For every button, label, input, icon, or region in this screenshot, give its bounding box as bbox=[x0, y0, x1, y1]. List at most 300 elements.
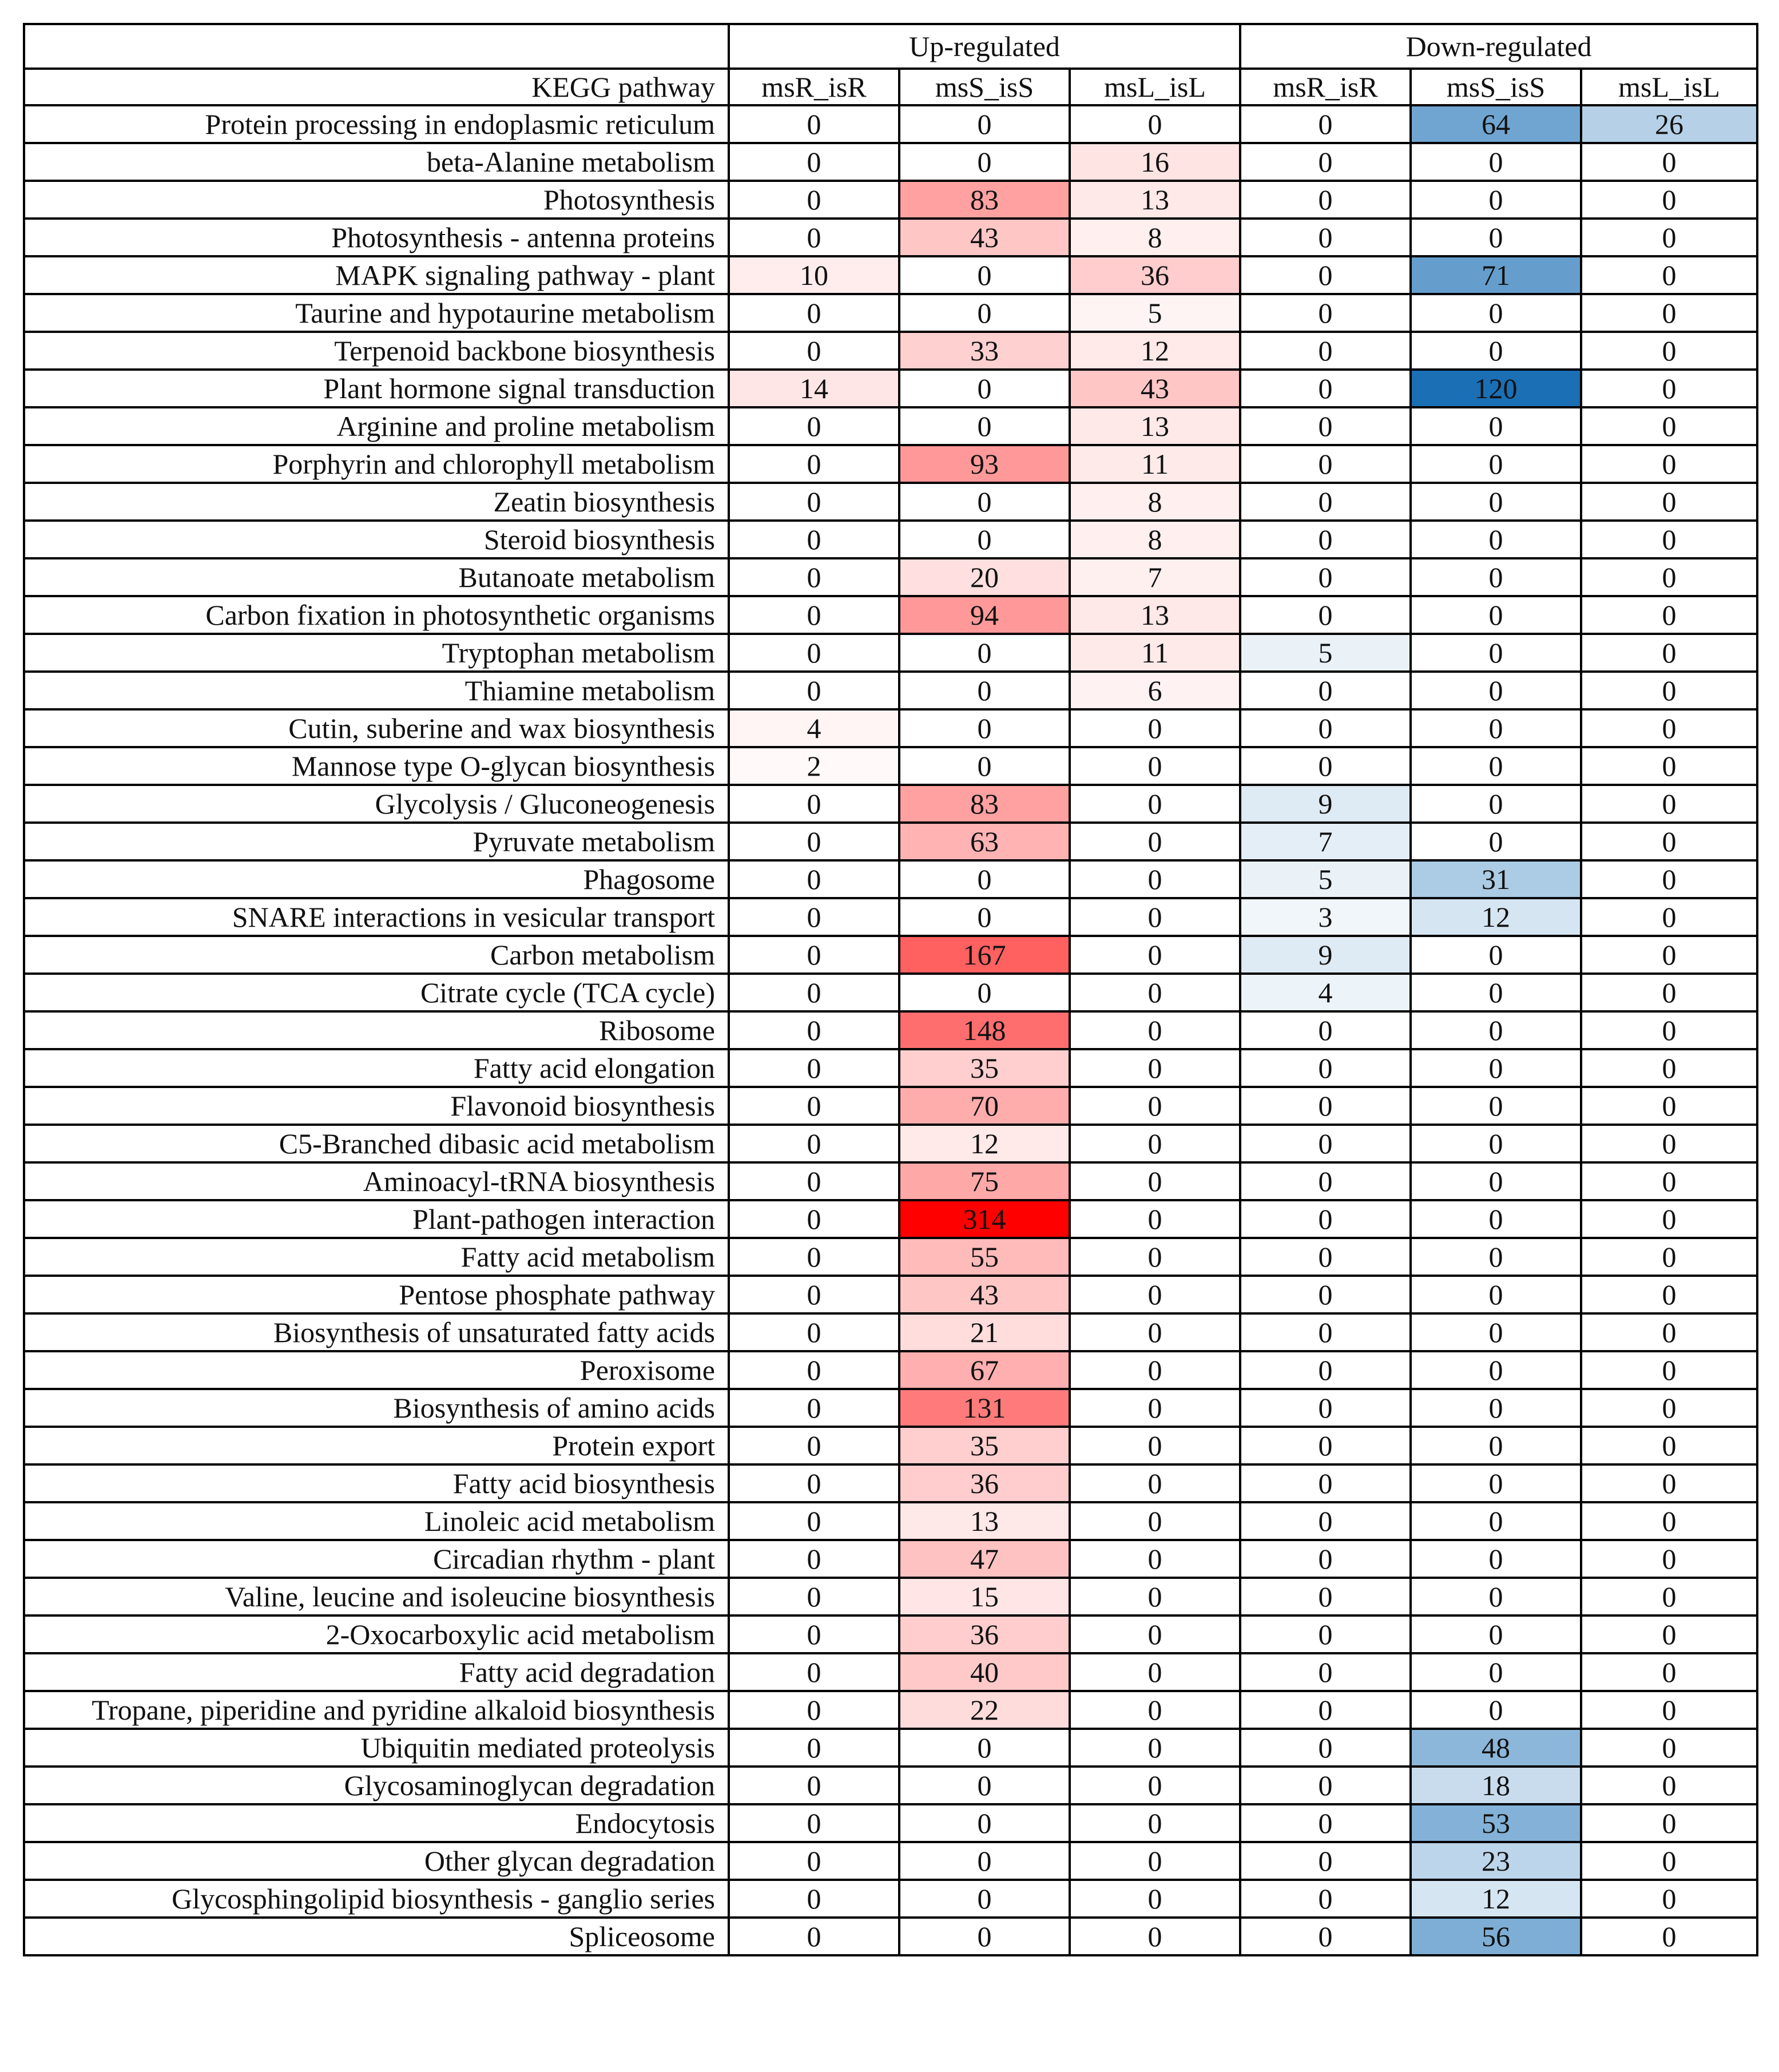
pathway-name-cell: MAPK signaling pathway - plant bbox=[24, 256, 729, 294]
pathway-name-cell: Tryptophan metabolism bbox=[24, 634, 729, 672]
value-cell-up-mss-iss: 15 bbox=[899, 1578, 1070, 1615]
pathway-name-cell: SNARE interactions in vesicular transport bbox=[24, 898, 729, 936]
column-header-up-msl-isl: msL_isL bbox=[1070, 69, 1240, 105]
value-cell-down-mss-iss: 0 bbox=[1411, 1502, 1581, 1540]
value-cell-up-msl-isl: 0 bbox=[1070, 974, 1240, 1011]
value-cell-down-mss-iss: 0 bbox=[1411, 1653, 1581, 1691]
value-cell-up-msr-isr: 0 bbox=[729, 483, 899, 521]
table-row bbox=[24, 672, 1757, 709]
pathway-name-cell: Taurine and hypotaurine metabolism bbox=[24, 294, 729, 332]
value-cell-down-mss-iss: 53 bbox=[1411, 1804, 1581, 1842]
table-row bbox=[24, 1125, 1757, 1162]
value-cell-up-msr-isr: 0 bbox=[729, 407, 899, 445]
value-cell-down-msr-isr: 0 bbox=[1240, 483, 1411, 521]
value-cell-up-msr-isr: 0 bbox=[729, 1918, 899, 1955]
value-cell-up-msr-isr: 0 bbox=[729, 294, 899, 332]
pathway-name-cell: Endocytosis bbox=[24, 1804, 729, 1842]
pathway-name-cell: Mannose type O-glycan biosynthesis bbox=[24, 747, 729, 785]
value-cell-down-msr-isr: 3 bbox=[1240, 898, 1411, 936]
column-header-down-mss-iss: msS_isS bbox=[1411, 69, 1581, 105]
value-cell-down-msr-isr: 0 bbox=[1240, 1804, 1411, 1842]
value-cell-up-msl-isl: 0 bbox=[1070, 1691, 1240, 1729]
table-row bbox=[24, 747, 1757, 785]
value-cell-up-mss-iss: 167 bbox=[899, 936, 1070, 974]
value-cell-up-mss-iss: 0 bbox=[899, 370, 1070, 407]
row-header-label: KEGG pathway bbox=[24, 69, 729, 105]
pathway-name-cell: Biosynthesis of unsaturated fatty acids bbox=[24, 1313, 729, 1351]
pathway-name-cell: 2-Oxocarboxylic acid metabolism bbox=[24, 1615, 729, 1653]
value-cell-up-msl-isl: 0 bbox=[1070, 1276, 1240, 1313]
pathway-name-cell: Pentose phosphate pathway bbox=[24, 1276, 729, 1313]
pathway-name-cell: Ribosome bbox=[24, 1011, 729, 1049]
value-cell-up-msl-isl: 11 bbox=[1070, 634, 1240, 672]
pathway-name-cell: Plant-pathogen interaction bbox=[24, 1200, 729, 1238]
table-row bbox=[24, 256, 1757, 294]
value-cell-up-msl-isl: 5 bbox=[1070, 294, 1240, 332]
value-cell-down-mss-iss: 0 bbox=[1411, 1200, 1581, 1238]
table-row bbox=[24, 1238, 1757, 1276]
group-header-row bbox=[24, 24, 1757, 69]
value-cell-up-msr-isr: 0 bbox=[729, 1011, 899, 1049]
pathway-name-cell: Valine, leucine and isoleucine biosynthesis bbox=[24, 1578, 729, 1615]
pathway-name-cell: Citrate cycle (TCA cycle) bbox=[24, 974, 729, 1011]
value-cell-down-msl-isl: 0 bbox=[1581, 558, 1757, 596]
value-cell-down-msl-isl: 0 bbox=[1581, 672, 1757, 709]
value-cell-up-msl-isl: 0 bbox=[1070, 1313, 1240, 1351]
value-cell-down-msl-isl: 0 bbox=[1581, 181, 1757, 219]
pathway-name-cell: Porphyrin and chlorophyll metabolism bbox=[24, 445, 729, 483]
value-cell-up-msr-isr: 0 bbox=[729, 1087, 899, 1125]
value-cell-down-msr-isr: 0 bbox=[1240, 219, 1411, 256]
table-row bbox=[24, 1276, 1757, 1313]
value-cell-down-msr-isr: 0 bbox=[1240, 558, 1411, 596]
value-cell-up-msl-isl: 0 bbox=[1070, 1049, 1240, 1087]
value-cell-up-msr-isr: 0 bbox=[729, 1653, 899, 1691]
value-cell-down-msl-isl: 0 bbox=[1581, 332, 1757, 370]
value-cell-up-msl-isl: 0 bbox=[1070, 1427, 1240, 1464]
pathway-name-cell: Steroid biosynthesis bbox=[24, 521, 729, 558]
table-row bbox=[24, 1578, 1757, 1615]
value-cell-down-msl-isl: 0 bbox=[1581, 1125, 1757, 1162]
table-row bbox=[24, 143, 1757, 181]
value-cell-up-msl-isl: 13 bbox=[1070, 596, 1240, 634]
value-cell-down-mss-iss: 0 bbox=[1411, 1691, 1581, 1729]
value-cell-down-msr-isr: 0 bbox=[1240, 1276, 1411, 1313]
value-cell-up-mss-iss: 0 bbox=[899, 747, 1070, 785]
value-cell-down-msl-isl: 0 bbox=[1581, 1200, 1757, 1238]
table-row bbox=[24, 181, 1757, 219]
pathway-name-cell: Fatty acid degradation bbox=[24, 1653, 729, 1691]
value-cell-down-msl-isl: 0 bbox=[1581, 634, 1757, 672]
value-cell-down-msr-isr: 9 bbox=[1240, 785, 1411, 823]
value-cell-up-msr-isr: 0 bbox=[729, 1313, 899, 1351]
value-cell-up-mss-iss: 0 bbox=[899, 974, 1070, 1011]
value-cell-up-msr-isr: 0 bbox=[729, 219, 899, 256]
table-row bbox=[24, 936, 1757, 974]
table-row bbox=[24, 634, 1757, 672]
value-cell-down-msl-isl: 0 bbox=[1581, 483, 1757, 521]
value-cell-up-msl-isl: 0 bbox=[1070, 1804, 1240, 1842]
value-cell-up-mss-iss: 55 bbox=[899, 1238, 1070, 1276]
value-cell-down-msl-isl: 0 bbox=[1581, 445, 1757, 483]
value-cell-up-msl-isl: 0 bbox=[1070, 1880, 1240, 1918]
value-cell-down-msr-isr: 0 bbox=[1240, 1351, 1411, 1389]
column-header-up-msr-isr: msR_isR bbox=[729, 69, 899, 105]
table-row bbox=[24, 1767, 1757, 1804]
value-cell-down-msl-isl: 0 bbox=[1581, 1691, 1757, 1729]
group-header-up-regulated: Up-regulated bbox=[729, 24, 1240, 69]
table-body bbox=[24, 105, 1757, 1955]
table-row bbox=[24, 1427, 1757, 1464]
table-row bbox=[24, 294, 1757, 332]
value-cell-up-mss-iss: 36 bbox=[899, 1615, 1070, 1653]
value-cell-down-msl-isl: 0 bbox=[1581, 1653, 1757, 1691]
value-cell-up-msr-isr: 0 bbox=[729, 1276, 899, 1313]
table-row bbox=[24, 219, 1757, 256]
table-row bbox=[24, 1729, 1757, 1767]
value-cell-down-msr-isr: 0 bbox=[1240, 1540, 1411, 1578]
value-cell-up-mss-iss: 33 bbox=[899, 332, 1070, 370]
table-row bbox=[24, 483, 1757, 521]
table-row bbox=[24, 823, 1757, 860]
value-cell-up-msl-isl: 13 bbox=[1070, 181, 1240, 219]
pathway-name-cell: Arginine and proline metabolism bbox=[24, 407, 729, 445]
value-cell-up-msr-isr: 0 bbox=[729, 898, 899, 936]
value-cell-down-msl-isl: 0 bbox=[1581, 407, 1757, 445]
value-cell-up-mss-iss: 13 bbox=[899, 1502, 1070, 1540]
value-cell-down-msl-isl: 0 bbox=[1581, 596, 1757, 634]
value-cell-up-msl-isl: 8 bbox=[1070, 521, 1240, 558]
value-cell-down-msr-isr: 0 bbox=[1240, 672, 1411, 709]
value-cell-down-mss-iss: 18 bbox=[1411, 1767, 1581, 1804]
value-cell-up-msr-isr: 0 bbox=[729, 1125, 899, 1162]
value-cell-up-msr-isr: 0 bbox=[729, 1691, 899, 1729]
value-cell-down-mss-iss: 0 bbox=[1411, 1011, 1581, 1049]
value-cell-down-mss-iss: 0 bbox=[1411, 483, 1581, 521]
table-row bbox=[24, 860, 1757, 898]
table-row bbox=[24, 558, 1757, 596]
value-cell-down-msl-isl: 0 bbox=[1581, 1729, 1757, 1767]
pathway-name-cell: Butanoate metabolism bbox=[24, 558, 729, 596]
value-cell-down-msr-isr: 0 bbox=[1240, 1238, 1411, 1276]
value-cell-down-mss-iss: 0 bbox=[1411, 1276, 1581, 1313]
table-row bbox=[24, 785, 1757, 823]
value-cell-up-msr-isr: 0 bbox=[729, 1200, 899, 1238]
value-cell-up-mss-iss: 0 bbox=[899, 521, 1070, 558]
value-cell-up-msr-isr: 0 bbox=[729, 672, 899, 709]
value-cell-down-mss-iss: 0 bbox=[1411, 785, 1581, 823]
value-cell-up-msl-isl: 13 bbox=[1070, 407, 1240, 445]
pathway-name-cell: Fatty acid elongation bbox=[24, 1049, 729, 1087]
value-cell-up-msr-isr: 0 bbox=[729, 785, 899, 823]
value-cell-up-mss-iss: 93 bbox=[899, 445, 1070, 483]
value-cell-down-msr-isr: 0 bbox=[1240, 1162, 1411, 1200]
table-row bbox=[24, 898, 1757, 936]
value-cell-up-msl-isl: 0 bbox=[1070, 1729, 1240, 1767]
value-cell-up-msr-isr: 4 bbox=[729, 709, 899, 747]
value-cell-down-mss-iss: 0 bbox=[1411, 823, 1581, 860]
value-cell-down-mss-iss: 56 bbox=[1411, 1918, 1581, 1955]
value-cell-up-msr-isr: 0 bbox=[729, 1842, 899, 1880]
value-cell-up-msr-isr: 0 bbox=[729, 1049, 899, 1087]
value-cell-up-msl-isl: 0 bbox=[1070, 898, 1240, 936]
pathway-name-cell: Thiamine metabolism bbox=[24, 672, 729, 709]
pathway-name-cell: Cutin, suberine and wax biosynthesis bbox=[24, 709, 729, 747]
value-cell-down-msr-isr: 0 bbox=[1240, 1389, 1411, 1427]
pathway-name-cell: Glycosaminoglycan degradation bbox=[24, 1767, 729, 1804]
value-cell-up-msr-isr: 0 bbox=[729, 1804, 899, 1842]
value-cell-down-msr-isr: 0 bbox=[1240, 1427, 1411, 1464]
table-row bbox=[24, 370, 1757, 407]
value-cell-up-msr-isr: 0 bbox=[729, 445, 899, 483]
table-row bbox=[24, 1804, 1757, 1842]
value-cell-down-msr-isr: 0 bbox=[1240, 1578, 1411, 1615]
value-cell-down-msl-isl: 0 bbox=[1581, 1313, 1757, 1351]
value-cell-down-msl-isl: 0 bbox=[1581, 860, 1757, 898]
table-row bbox=[24, 1502, 1757, 1540]
value-cell-up-msr-isr: 0 bbox=[729, 1615, 899, 1653]
value-cell-up-msl-isl: 0 bbox=[1070, 1200, 1240, 1238]
table-row bbox=[24, 105, 1757, 143]
pathway-name-cell: Protein processing in endoplasmic reticulum bbox=[24, 105, 729, 143]
value-cell-down-mss-iss: 0 bbox=[1411, 1087, 1581, 1125]
value-cell-down-msr-isr: 0 bbox=[1240, 1049, 1411, 1087]
table-row bbox=[24, 1653, 1757, 1691]
value-cell-down-msl-isl: 0 bbox=[1581, 1011, 1757, 1049]
table-row bbox=[24, 1162, 1757, 1200]
value-cell-down-msl-isl: 0 bbox=[1581, 936, 1757, 974]
value-cell-up-msr-isr: 0 bbox=[729, 181, 899, 219]
value-cell-down-msr-isr: 0 bbox=[1240, 1464, 1411, 1502]
value-cell-down-msr-isr: 0 bbox=[1240, 294, 1411, 332]
value-cell-up-msl-isl: 0 bbox=[1070, 1578, 1240, 1615]
value-cell-up-msl-isl: 0 bbox=[1070, 1238, 1240, 1276]
value-cell-up-msr-isr: 0 bbox=[729, 1540, 899, 1578]
value-cell-up-msl-isl: 0 bbox=[1070, 709, 1240, 747]
value-cell-up-mss-iss: 22 bbox=[899, 1691, 1070, 1729]
value-cell-down-mss-iss: 12 bbox=[1411, 898, 1581, 936]
value-cell-down-msl-isl: 0 bbox=[1581, 1578, 1757, 1615]
value-cell-up-msr-isr: 0 bbox=[729, 634, 899, 672]
value-cell-down-msr-isr: 0 bbox=[1240, 143, 1411, 181]
table-header bbox=[24, 24, 1757, 105]
value-cell-up-mss-iss: 67 bbox=[899, 1351, 1070, 1389]
pathway-name-cell: Linoleic acid metabolism bbox=[24, 1502, 729, 1540]
pathway-name-cell: Other glycan degradation bbox=[24, 1842, 729, 1880]
value-cell-up-msl-isl: 0 bbox=[1070, 860, 1240, 898]
value-cell-up-msl-isl: 11 bbox=[1070, 445, 1240, 483]
value-cell-down-mss-iss: 0 bbox=[1411, 1351, 1581, 1389]
value-cell-up-msl-isl: 8 bbox=[1070, 219, 1240, 256]
value-cell-up-mss-iss: 0 bbox=[899, 1767, 1070, 1804]
value-cell-down-msl-isl: 0 bbox=[1581, 1427, 1757, 1464]
table-row bbox=[24, 1918, 1757, 1955]
value-cell-up-msl-isl: 0 bbox=[1070, 1087, 1240, 1125]
pathway-name-cell: Terpenoid backbone biosynthesis bbox=[24, 332, 729, 370]
value-cell-down-msl-isl: 0 bbox=[1581, 521, 1757, 558]
pathway-name-cell: Peroxisome bbox=[24, 1351, 729, 1389]
value-cell-down-msl-isl: 0 bbox=[1581, 1502, 1757, 1540]
value-cell-down-msl-isl: 0 bbox=[1581, 1842, 1757, 1880]
table-row bbox=[24, 709, 1757, 747]
value-cell-down-mss-iss: 0 bbox=[1411, 558, 1581, 596]
value-cell-up-msl-isl: 0 bbox=[1070, 936, 1240, 974]
pathway-name-cell: Protein export bbox=[24, 1427, 729, 1464]
value-cell-down-mss-iss: 0 bbox=[1411, 1578, 1581, 1615]
value-cell-down-msr-isr: 0 bbox=[1240, 1653, 1411, 1691]
value-cell-down-msl-isl: 0 bbox=[1581, 1918, 1757, 1955]
pathway-name-cell: Biosynthesis of amino acids bbox=[24, 1389, 729, 1427]
value-cell-up-msr-isr: 0 bbox=[729, 1880, 899, 1918]
value-cell-up-msr-isr: 0 bbox=[729, 860, 899, 898]
pathway-name-cell: Pyruvate metabolism bbox=[24, 823, 729, 860]
value-cell-up-msr-isr: 0 bbox=[729, 1767, 899, 1804]
value-cell-down-msr-isr: 9 bbox=[1240, 936, 1411, 974]
pathway-name-cell: Glycosphingolipid biosynthesis - ganglio series bbox=[24, 1880, 729, 1918]
value-cell-up-mss-iss: 0 bbox=[899, 860, 1070, 898]
value-cell-down-mss-iss: 0 bbox=[1411, 1162, 1581, 1200]
value-cell-up-mss-iss: 75 bbox=[899, 1162, 1070, 1200]
value-cell-down-msl-isl: 0 bbox=[1581, 294, 1757, 332]
value-cell-up-msr-isr: 0 bbox=[729, 1238, 899, 1276]
value-cell-down-mss-iss: 0 bbox=[1411, 747, 1581, 785]
table-row bbox=[24, 1351, 1757, 1389]
value-cell-down-msl-isl: 0 bbox=[1581, 1351, 1757, 1389]
header-corner-cell bbox=[24, 24, 729, 69]
value-cell-up-msl-isl: 0 bbox=[1070, 823, 1240, 860]
value-cell-up-msl-isl: 0 bbox=[1070, 1615, 1240, 1653]
value-cell-up-mss-iss: 21 bbox=[899, 1313, 1070, 1351]
table-row bbox=[24, 1087, 1757, 1125]
table-row bbox=[24, 407, 1757, 445]
value-cell-down-msr-isr: 7 bbox=[1240, 823, 1411, 860]
value-cell-up-msl-isl: 16 bbox=[1070, 143, 1240, 181]
value-cell-down-mss-iss: 0 bbox=[1411, 407, 1581, 445]
value-cell-down-mss-iss: 23 bbox=[1411, 1842, 1581, 1880]
value-cell-up-mss-iss: 314 bbox=[899, 1200, 1070, 1238]
value-cell-down-msr-isr: 0 bbox=[1240, 1729, 1411, 1767]
value-cell-up-msr-isr: 0 bbox=[729, 936, 899, 974]
value-cell-down-mss-iss: 48 bbox=[1411, 1729, 1581, 1767]
table-row bbox=[24, 974, 1757, 1011]
value-cell-down-msr-isr: 0 bbox=[1240, 1615, 1411, 1653]
column-header-row bbox=[24, 69, 1757, 105]
table-row bbox=[24, 596, 1757, 634]
pathway-name-cell: Fatty acid metabolism bbox=[24, 1238, 729, 1276]
value-cell-down-msl-isl: 0 bbox=[1581, 785, 1757, 823]
value-cell-up-mss-iss: 0 bbox=[899, 256, 1070, 294]
value-cell-down-msr-isr: 0 bbox=[1240, 407, 1411, 445]
value-cell-up-msr-isr: 0 bbox=[729, 1464, 899, 1502]
value-cell-down-msr-isr: 0 bbox=[1240, 596, 1411, 634]
value-cell-down-mss-iss: 0 bbox=[1411, 1464, 1581, 1502]
value-cell-down-msl-isl: 0 bbox=[1581, 1804, 1757, 1842]
value-cell-up-msl-isl: 0 bbox=[1070, 747, 1240, 785]
value-cell-down-msr-isr: 0 bbox=[1240, 747, 1411, 785]
value-cell-up-msl-isl: 0 bbox=[1070, 105, 1240, 143]
value-cell-down-msr-isr: 0 bbox=[1240, 370, 1411, 407]
value-cell-up-msr-isr: 0 bbox=[729, 558, 899, 596]
value-cell-down-msr-isr: 0 bbox=[1240, 256, 1411, 294]
value-cell-down-msr-isr: 0 bbox=[1240, 1087, 1411, 1125]
value-cell-down-msr-isr: 0 bbox=[1240, 521, 1411, 558]
value-cell-up-msl-isl: 0 bbox=[1070, 1540, 1240, 1578]
table-row bbox=[24, 445, 1757, 483]
value-cell-down-mss-iss: 0 bbox=[1411, 445, 1581, 483]
value-cell-down-msr-isr: 0 bbox=[1240, 181, 1411, 219]
value-cell-down-mss-iss: 0 bbox=[1411, 936, 1581, 974]
value-cell-up-mss-iss: 83 bbox=[899, 181, 1070, 219]
value-cell-up-msl-isl: 0 bbox=[1070, 1011, 1240, 1049]
value-cell-down-msl-isl: 0 bbox=[1581, 974, 1757, 1011]
value-cell-down-mss-iss: 31 bbox=[1411, 860, 1581, 898]
table-row bbox=[24, 1011, 1757, 1049]
value-cell-down-msl-isl: 0 bbox=[1581, 1276, 1757, 1313]
value-cell-up-msl-isl: 0 bbox=[1070, 1162, 1240, 1200]
value-cell-down-msr-isr: 0 bbox=[1240, 1011, 1411, 1049]
value-cell-up-msl-isl: 6 bbox=[1070, 672, 1240, 709]
value-cell-down-msr-isr: 5 bbox=[1240, 634, 1411, 672]
value-cell-up-msl-isl: 0 bbox=[1070, 1767, 1240, 1804]
column-header-down-msl-isl: msL_isL bbox=[1581, 69, 1757, 105]
table-row bbox=[24, 521, 1757, 558]
table-row bbox=[24, 1880, 1757, 1918]
pathway-name-cell: Tropane, piperidine and pyridine alkaloid biosynthesis bbox=[24, 1691, 729, 1729]
value-cell-down-msr-isr: 0 bbox=[1240, 1880, 1411, 1918]
value-cell-up-msr-isr: 0 bbox=[729, 596, 899, 634]
value-cell-down-msl-isl: 0 bbox=[1581, 747, 1757, 785]
value-cell-up-mss-iss: 63 bbox=[899, 823, 1070, 860]
value-cell-up-mss-iss: 0 bbox=[899, 407, 1070, 445]
value-cell-down-msl-isl: 0 bbox=[1581, 709, 1757, 747]
value-cell-up-mss-iss: 0 bbox=[899, 1804, 1070, 1842]
value-cell-up-msr-isr: 2 bbox=[729, 747, 899, 785]
pathway-name-cell: Phagosome bbox=[24, 860, 729, 898]
table-row bbox=[24, 1540, 1757, 1578]
table-row bbox=[24, 1615, 1757, 1653]
kegg-heatmap-table bbox=[23, 23, 1758, 1956]
value-cell-down-mss-iss: 0 bbox=[1411, 1615, 1581, 1653]
value-cell-up-mss-iss: 0 bbox=[899, 483, 1070, 521]
value-cell-up-msl-isl: 36 bbox=[1070, 256, 1240, 294]
value-cell-up-mss-iss: 0 bbox=[899, 1729, 1070, 1767]
value-cell-down-mss-iss: 0 bbox=[1411, 521, 1581, 558]
value-cell-up-msl-isl: 0 bbox=[1070, 1842, 1240, 1880]
pathway-name-cell: Carbon fixation in photosynthetic organisms bbox=[24, 596, 729, 634]
value-cell-up-msr-isr: 0 bbox=[729, 1578, 899, 1615]
value-cell-down-msl-isl: 0 bbox=[1581, 1540, 1757, 1578]
value-cell-down-mss-iss: 0 bbox=[1411, 596, 1581, 634]
value-cell-up-msl-isl: 0 bbox=[1070, 1918, 1240, 1955]
value-cell-up-mss-iss: 0 bbox=[899, 105, 1070, 143]
pathway-name-cell: Photosynthesis - antenna proteins bbox=[24, 219, 729, 256]
value-cell-up-mss-iss: 0 bbox=[899, 634, 1070, 672]
value-cell-up-msl-isl: 0 bbox=[1070, 1125, 1240, 1162]
value-cell-down-mss-iss: 0 bbox=[1411, 709, 1581, 747]
value-cell-up-msl-isl: 0 bbox=[1070, 1502, 1240, 1540]
value-cell-down-msr-isr: 4 bbox=[1240, 974, 1411, 1011]
value-cell-down-mss-iss: 0 bbox=[1411, 1238, 1581, 1276]
value-cell-up-msr-isr: 0 bbox=[729, 105, 899, 143]
value-cell-up-msl-isl: 0 bbox=[1070, 1351, 1240, 1389]
value-cell-down-msr-isr: 0 bbox=[1240, 1842, 1411, 1880]
value-cell-up-mss-iss: 36 bbox=[899, 1464, 1070, 1502]
pathway-name-cell: Fatty acid biosynthesis bbox=[24, 1464, 729, 1502]
value-cell-up-msr-isr: 10 bbox=[729, 256, 899, 294]
pathway-name-cell: Flavonoid biosynthesis bbox=[24, 1087, 729, 1125]
table-row bbox=[24, 1464, 1757, 1502]
value-cell-up-msr-isr: 0 bbox=[729, 1389, 899, 1427]
